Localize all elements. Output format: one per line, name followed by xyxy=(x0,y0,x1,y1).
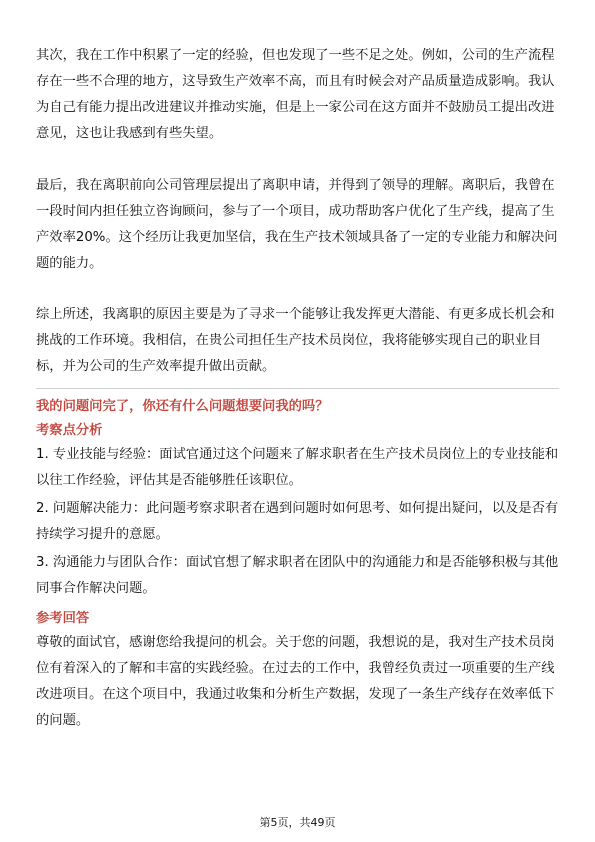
page-number: 第5页，共49页 xyxy=(259,816,336,829)
analysis-item: 2. 问题解决能力：此问题考察求职者在遇到问题时如何思考、如何提出疑问，以及是否有持续学习提升的意愿。 xyxy=(36,501,559,542)
reference-answer-heading: 参考回答 xyxy=(36,611,90,626)
interview-question: 我的问题问完了，你还有什么问题想要问我的吗？ xyxy=(36,399,329,414)
section-divider xyxy=(36,388,559,389)
body-paragraph: 最后，我在离职前向公司管理层提出了离职申请，并得到了领导的理解。离职后，我曾在一段时间内担任独立咨询顾问，参与了一个项目，成功帮助客户优化了生产线，提高了生产效率20%。这个经历让我更加坚信，我在生产技术领域具备了一定的专业能力和解决问题的能力。 xyxy=(36,178,558,271)
body-paragraph: 其次，我在工作中积累了一定的经验，但也发现了一些不足之处。例如，公司的生产流程存在一些不合理的地方，这导致生产效率不高，而且有时候会对产品质量造成影响。我认为自己有能力提出改进建议并推动实施，但是上一家公司在这方面并不鼓励员工提出改进意见，这也让我感到有些失望。 xyxy=(36,48,555,141)
analysis-heading: 考察点分析 xyxy=(36,423,103,438)
document-page xyxy=(36,43,559,734)
reference-answer-text: 尊敬的面试官，感谢您给我提问的机会。关于您的问题，我想说的是，我对生产技术员岗位有着深入的了解和丰富的实践经验。在过去的工作中，我曾经负责过一项重要的生产线改进项目。在这个项目中，我通过收集和分析生产数据，发现了一条生产线存在效率低下的问题。 xyxy=(36,635,555,728)
analysis-item: 3. 沟通能力与团队合作：面试官想了解求职者在团队中的沟通能力和是否能够积极与其他同事合作解决问题。 xyxy=(36,555,559,596)
body-paragraph: 综上所述，我离职的原因主要是为了寻求一个能够让我发挥更大潜能、有更多成长机会和挑战的工作环境。我相信，在贵公司担任生产技术员岗位，我将能够实现自己的职业目标，并为公司的生产效率提升做出贡献。 xyxy=(36,307,555,374)
analysis-item: 1. 专业技能与经验：面试官通过这个问题来了解求职者在生产技术员岗位上的专业技能和以往工作经验，评估其是否能够胜任该职位。 xyxy=(36,447,559,488)
analysis-list xyxy=(36,442,559,602)
